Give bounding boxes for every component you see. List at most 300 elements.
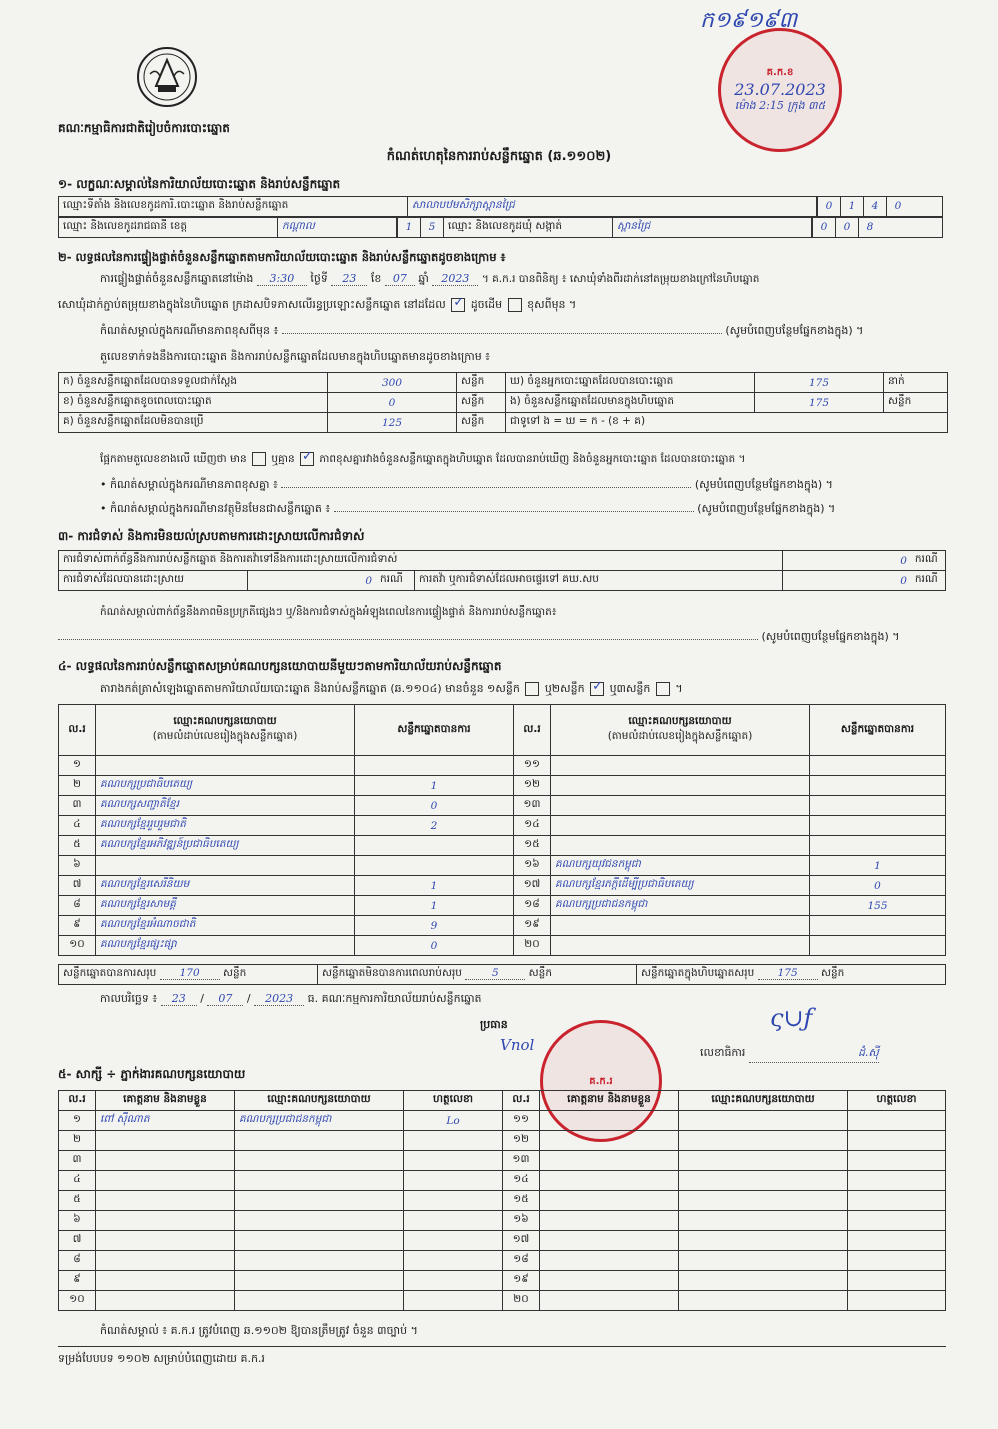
table-row: [59, 1291, 946, 1311]
s4-row-no-r: ១២: [514, 776, 551, 796]
s5-row-name-r: [540, 1131, 679, 1151]
s4-col-party-title: ឈ្មោះគណបក្សនយោបាយ: [173, 715, 277, 727]
s2-formula: ជាទូទៅ ង = ឃ = ក - (ខ + គ): [506, 413, 948, 433]
s4-col-party: [96, 705, 355, 756]
s4-row-votes: 0: [355, 796, 514, 816]
s5-row-name: [96, 1231, 235, 1251]
s5-row-sign-r: [848, 1291, 946, 1311]
table-row: [59, 796, 946, 816]
s2-count-e-unit: សន្លឹក: [884, 393, 948, 413]
s4-row-party: គណបក្សខ្មែរសាមគ្គី: [96, 896, 355, 916]
s1-row1-code: [817, 197, 943, 217]
table-row: [59, 936, 946, 956]
s4-row-party-r: [551, 916, 810, 936]
table-row: [59, 1271, 946, 1291]
section2-title: ២- លទ្ធផលនៃការផ្ទៀងផ្ទាត់ចំនួនសន្លឹកឆ្នោតតាមការិយាល័យបោះឆ្នោត និងរាប់សន្លឹកឆ្នោតដូចខាងក្រោម ៖: [58, 250, 506, 264]
s4-row-no: ៦: [59, 856, 96, 876]
s5-row-name-r: [540, 1191, 679, 1211]
s4-col-party-sub: (តាមលំដាប់លេខរៀងក្នុងសន្លឹកឆ្នោត): [152, 730, 298, 742]
s2-count-d-value: 175: [755, 373, 884, 393]
table-row: [59, 1251, 946, 1271]
s2-para2: សោឃុំដាក់ភ្ជាប់តម្រុយខាងក្នុងនៃហិបឆ្នោត ក្រដាសបិទភាសលើរន្ធប្រឡោះសន្លឹកឆ្នោត នៅដដែល ✓ ដូចដើម ខុសពីមុន ។: [58, 298, 576, 314]
s4-total-box-label: សន្លឹកឆ្នោតក្នុងហិបឆ្នោតសរុប: [641, 967, 755, 979]
s1-row2-value: កណ្ដាល: [278, 218, 397, 238]
table-row: [59, 876, 946, 896]
table-row: [59, 856, 946, 876]
s5-row-name-r: [540, 1211, 679, 1231]
stamp-note: ម៉ោង 2:15 ក្រុង ៣៥: [734, 99, 826, 112]
s2-opt-diff: ខុសពីមុន: [527, 298, 566, 311]
s1-province-digit: 5: [420, 218, 443, 237]
s4-row-votes-r: [810, 816, 946, 836]
s5-row-sign: [404, 1271, 503, 1291]
s4-chair-signature: Vnol: [500, 1036, 535, 1054]
s4-row-party: [96, 756, 355, 776]
table-row: [59, 916, 946, 936]
s2-bullet1: • កំណត់សម្គាល់ក្នុងករណីមានភាពខុសគ្នា ៖: [100, 478, 278, 491]
table-row: [59, 1151, 946, 1171]
s4-row-no-r: ១៣: [514, 796, 551, 816]
s1-commune-digit: 8: [858, 218, 881, 237]
s2-para1-c: ខែ: [370, 272, 382, 285]
s4-row-votes-r: [810, 836, 946, 856]
s4-row-votes-r: 0: [810, 876, 946, 896]
s4-date-y: 2023: [254, 992, 304, 1006]
s5-row-party: [235, 1131, 404, 1151]
s5-row-no-r: ១៨: [503, 1251, 540, 1271]
table-row: [59, 1131, 946, 1151]
s3-note-hint: (សូមបំពេញបន្ថែមផ្នែកខាងក្នុង) ។: [761, 630, 900, 643]
s5-row-no: ៣: [59, 1151, 96, 1171]
s4-row-no-r: ១៩: [514, 916, 551, 936]
s4-row-no: ៧: [59, 876, 96, 896]
s1-row1-value: សាលាបឋមសិក្សាស្ពានជ្រៃ: [408, 197, 817, 217]
s4-totals-table: [58, 964, 946, 985]
s5-row-no-r: ១៩: [503, 1271, 540, 1291]
s5-row-sign: [404, 1151, 503, 1171]
s5-row-party: [235, 1231, 404, 1251]
s4-sheet3-checkbox[interactable]: [656, 682, 670, 696]
s2-opt-same: ដូចដើម: [470, 298, 503, 311]
s4-row-party-r: គណបក្សប្រជាជនកម្ពុជា: [551, 896, 810, 916]
s1-commune-digit: 0: [812, 218, 835, 237]
s4-row-no: ២: [59, 776, 96, 796]
s4-total-invalid: 5: [465, 967, 525, 980]
s5-row-sign: [404, 1131, 503, 1151]
s5-row-no: ៦: [59, 1211, 96, 1231]
s2-count-a-label: ក) ចំនួនសន្លឹកឆ្នោតដែលបានទទួលជាក់ស្ដែង: [59, 373, 328, 393]
table-row: [59, 776, 946, 796]
s5-row-sign-r: [848, 1131, 946, 1151]
s5-row-no-r: ១៦: [503, 1211, 540, 1231]
s4-col-party-title-r: ឈ្មោះគណបក្សនយោបាយ: [628, 715, 732, 727]
s5-row-sign-r: [848, 1111, 946, 1131]
s2-count-d-label: ឃ) ចំនួនអ្នកបោះឆ្នោតដែលបានបោះឆ្នោត: [506, 373, 755, 393]
committee-name: គណៈកម្មាធិការជាតិរៀបចំការបោះឆ្នោត: [58, 121, 230, 135]
s3-row2-value: 0: [248, 571, 377, 591]
table-row: [59, 1171, 946, 1191]
s2-compare: [100, 452, 745, 468]
s4-row-party-r: [551, 936, 810, 956]
s5-row-party-r: [679, 1231, 848, 1251]
s4-col-no: ល.រ: [59, 705, 96, 756]
s5-row-sign: [404, 1171, 503, 1191]
s4-row-party: គណបក្សខ្មែរអភិវឌ្ឍន៍ប្រជាធិបតេយ្យ: [96, 836, 355, 856]
s4-date-suffix: ធ. គណៈកម្មការការិយាល័យរាប់សន្លឹកឆ្នោត: [307, 992, 482, 1005]
s5-row-party: [235, 1251, 404, 1271]
s4-row-party: គណបក្សខ្មែរផ្សះផ្សា: [96, 936, 355, 956]
s5-row-sign-r: [848, 1151, 946, 1171]
s5-row-name-r: [540, 1151, 679, 1171]
s4-row-no-r: ១៥: [514, 836, 551, 856]
s4-row-party: គណបក្សខ្មែរអំណាចជាតិ: [96, 916, 355, 936]
s3-row1-label: ការជំទាស់ពាក់ព័ន្ធនឹងការរាប់សន្លឹកឆ្នោត និងការតវ៉ាទៅនឹងការដោះស្រាយលើការជំទាស់: [59, 551, 783, 571]
s2-diff-checkbox[interactable]: [508, 298, 522, 312]
top-handwritten-code: ក១៩១៩៣: [700, 8, 798, 33]
s4-chair-label: ប្រធាន: [480, 1018, 508, 1031]
s4-row-no: ៤: [59, 816, 96, 836]
s5-col-party-r: ឈ្មោះគណបក្សនយោបាយ: [679, 1091, 848, 1111]
s2-year: 2023: [432, 272, 478, 286]
s5-row-party-r: [679, 1211, 848, 1231]
s4-results-table: [58, 704, 946, 956]
s4-row-votes: 0: [355, 936, 514, 956]
s4-row-votes-r: [810, 916, 946, 936]
s4-row-no: ១: [59, 756, 96, 776]
s5-row-sign-r: [848, 1171, 946, 1191]
s4-total-invalid-label: សន្លឹកឆ្នោតមិនបានការពេលរាប់សរុប: [322, 967, 462, 979]
table-row: [59, 1111, 946, 1131]
s5-row-party: [235, 1291, 404, 1311]
s5-row-name: [96, 1151, 235, 1171]
official-stamp-top: គ.ក.ខ 23.07.2023 ម៉ោង 2:15 ក្រុង ៣៥: [718, 28, 842, 152]
official-stamp-bottom: គ.ក.រ: [540, 1020, 662, 1142]
section3-table: [58, 550, 946, 591]
s5-row-name: [96, 1291, 235, 1311]
s4-row-votes: 2: [355, 816, 514, 836]
s5-row-party-r: [679, 1171, 848, 1191]
s4-row-votes: 1: [355, 896, 514, 916]
s4-secretary-name: ដំ.ស៊ី: [749, 1046, 879, 1063]
s5-col-name: គោត្តនាម និងនាមខ្លួន: [96, 1091, 235, 1111]
s4-row-no: ៥: [59, 836, 96, 856]
s5-row-party-r: [679, 1291, 848, 1311]
table-row: [59, 756, 946, 776]
s5-row-name-r: [540, 1111, 679, 1131]
s3-row2-unit-b: ករណី: [911, 571, 946, 591]
s4-secretary-label: លេខាធិការ: [700, 1046, 746, 1059]
s5-row-party-r: [679, 1111, 848, 1131]
s4-sheet1-checkbox[interactable]: [525, 682, 539, 696]
s4-row-no: ៩: [59, 916, 96, 936]
s4-opt3: ឬ៣សន្លឹក: [609, 682, 651, 695]
s4-row-votes-r: [810, 776, 946, 796]
s4-row-party-r: [551, 776, 810, 796]
s1-code-digit: 4: [863, 197, 886, 216]
s5-row-no: ១០: [59, 1291, 96, 1311]
s2-count-c-label: គ) ចំនួនសន្លឹកឆ្នោតដែលមិនបានប្រើ: [59, 413, 328, 433]
s3-row2-unit: ករណី: [376, 571, 415, 591]
footer-text: ទម្រង់បែបបទ ១១០២ សម្រាប់បំពេញដោយ គ.ក.រ: [58, 1352, 265, 1365]
s4-sheet2-checkbox[interactable]: [590, 682, 604, 696]
s4-row-votes-r: [810, 796, 946, 816]
table-row: [59, 1231, 946, 1251]
s1-row2-label-b: ឈ្មោះ និងលេខកូដឃុំ សង្កាត់: [444, 218, 613, 238]
s4-col-no-r: ល.រ: [514, 705, 551, 756]
s5-row-sign-r: [848, 1191, 946, 1211]
s3-row2-label: ការជំទាស់ដែលបានដោះស្រាយ: [59, 571, 248, 591]
table-row: [59, 1211, 946, 1231]
s2-note-line: [100, 324, 945, 340]
s2-count-b-unit: សន្លឹក: [457, 393, 506, 413]
s1-code-digit: 0: [817, 197, 840, 216]
s5-row-party: គណបក្សប្រជាជនកម្ពុជា: [235, 1111, 404, 1131]
s4-date-label: កាលបរិច្ឆេទ ៖: [100, 992, 158, 1005]
section5-title: ៥- សាក្សី ÷ ភ្នាក់ងារគណបក្សនយោបាយ: [58, 1067, 246, 1081]
s2-bullet2-fill[interactable]: [334, 511, 694, 512]
s5-row-no-r: ១២: [503, 1131, 540, 1151]
section4-title: ៤- លទ្ធផលនៃការរាប់សន្លឹកឆ្នោតសម្រាប់គណបក្សនយោបាយនីមួយៗតាមការិយាល័យរាប់សន្លឹកឆ្នោត: [58, 659, 502, 673]
s1-row2-code: [397, 218, 444, 238]
s5-witness-table: [58, 1090, 946, 1311]
s5-row-no: ៨: [59, 1251, 96, 1271]
s4-date-line: កាលបរិច្ឆេទ ៖ 23 / 07 / 2023 ធ. គណៈកម្មការការិយាល័យរាប់សន្លឹកឆ្នោត: [100, 992, 482, 1005]
s2-bullet2-hint: (សូមបំពេញបន្ថែមផ្នែកខាងក្នុង) ។: [697, 502, 836, 515]
s5-row-name: [96, 1191, 235, 1211]
s2-diff-yes-checkbox[interactable]: [252, 452, 266, 466]
s5-col-sign-r: ហត្ថលេខា: [848, 1091, 946, 1111]
s4-row-party: គណបក្សប្រជាធិបតេយ្យ: [96, 776, 355, 796]
s4-row-votes: [355, 756, 514, 776]
s4-total-valid-unit: សន្លឹក: [223, 967, 247, 979]
s2-diff-no-checkbox[interactable]: [300, 452, 314, 466]
s5-row-party-r: [679, 1191, 848, 1211]
table-row: [59, 896, 946, 916]
s4-row-party: គណបក្សខ្មែររួបរួមជាតិ: [96, 816, 355, 836]
s4-secretary-signature: ς∪ƒ: [770, 1004, 813, 1032]
s2-count-e-value: 175: [755, 393, 884, 413]
s5-row-sign: [404, 1231, 503, 1251]
s5-col-party: ឈ្មោះគណបក្សនយោបាយ: [235, 1091, 404, 1111]
s1-row2-label: ឈ្មោះ និងលេខកូដរាជធានី ខេត្ត: [59, 218, 278, 238]
s5-row-sign-r: [848, 1251, 946, 1271]
s5-col-sign: ហត្ថលេខា: [404, 1091, 503, 1111]
s5-row-name: [96, 1171, 235, 1191]
s2-count-c-unit: សន្លឹក: [457, 413, 506, 433]
s2-bullet2: • កំណត់សម្គាល់ក្នុងករណីមានវត្ថុមិនមែនជាសន្លឹកឆ្នោត ៖: [100, 502, 331, 515]
s4-total-box-unit: សន្លឹក: [821, 967, 845, 979]
s5-row-sign: [404, 1211, 503, 1231]
s2-count-a-unit: សន្លឹក: [457, 373, 506, 393]
s5-row-sign: Lo: [404, 1111, 503, 1131]
s5-row-no: ៩: [59, 1271, 96, 1291]
s2-count-table: [58, 372, 948, 433]
s2-day: 23: [331, 272, 367, 286]
s2-count-b-label: ខ) ចំនួនសន្លឹកឆ្នោតខូចពេលបោះឆ្នោត: [59, 393, 328, 413]
s2-para1-a: ការផ្ទៀងផ្ទាត់ចំនួនសន្លឹកឆ្នោតនៅម៉ោង: [100, 272, 254, 285]
table-row: [59, 836, 946, 856]
s2-para1-b: ថ្ងៃទី: [310, 272, 328, 285]
s4-row-party-r: [551, 836, 810, 856]
s5-row-party: [235, 1271, 404, 1291]
s3-row1-value: 0: [782, 551, 911, 571]
s4-row-party-r: គណបក្សខ្មែរភក្ដីដើម្បីប្រជាធិបតេយ្យ: [551, 876, 810, 896]
section1-table: [58, 196, 943, 217]
footer-divider: [58, 1346, 946, 1347]
s5-row-sign: [404, 1291, 503, 1311]
s4-row-party-r: គណបក្សយុវជនកម្ពុជា: [551, 856, 810, 876]
s2-count-a-value: 300: [328, 373, 457, 393]
s4-row-no: ៨: [59, 896, 96, 916]
s5-row-party: [235, 1171, 404, 1191]
s3-note-line: [58, 630, 948, 646]
s4-row-votes: 1: [355, 776, 514, 796]
s5-row-no-r: ១៣: [503, 1151, 540, 1171]
s2-compare-b: ភាពខុសគ្នារវាងចំនួនសន្លឹកឆ្នោតក្នុងហិបឆ្នោត ដែលបានរាប់ឃើញ និងចំនួនអ្នកបោះឆ្នោត ដែលបានបោះឆ្នោត ។: [319, 453, 746, 465]
table-row: [59, 816, 946, 836]
section1-title: ១- លក្ខណៈសម្គាល់នៃការិយាល័យបោះឆ្នោត និងរាប់សន្លឹកឆ្នោត: [58, 177, 341, 191]
s2-note-fill[interactable]: [282, 333, 722, 334]
s5-row-name-r: [540, 1171, 679, 1191]
s5-row-party: [235, 1211, 404, 1231]
s4-row-no-r: ២០: [514, 936, 551, 956]
s4-row-votes-r: 1: [810, 856, 946, 876]
s2-bullet1-hint: (សូមបំពេញបន្ថែមផ្នែកខាងក្នុង) ។: [694, 478, 833, 491]
s4-total-valid: 170: [160, 967, 220, 980]
s1-code-digit: 1: [840, 197, 863, 216]
s2-count-c-value: 125: [328, 413, 457, 433]
s4-totals-box: [637, 965, 946, 985]
s3-row2-label-b: ការតវ៉ា ឬការជំទាស់ដែលអាចផ្ទេរទៅ គឃ.សប: [415, 571, 783, 591]
s2-bullet1-fill[interactable]: [281, 487, 691, 488]
s2-bullet2-line: [100, 502, 945, 518]
s4-row-votes-r: [810, 936, 946, 956]
s4-date-d: 23: [161, 992, 197, 1006]
s5-row-no: ១: [59, 1111, 96, 1131]
s5-note: កំណត់សម្គាល់ ៖ គ.ក.រ ត្រូវបំពេញ ឆ.១១០២ ឱ្យបានត្រឹមត្រូវ ចំនួន ៣ច្បាប់ ។: [100, 1324, 418, 1337]
s4-row-no-r: ១១: [514, 756, 551, 776]
s5-row-no-r: ២០: [503, 1291, 540, 1311]
stamp-date: 23.07.2023: [734, 80, 826, 99]
s5-row-name: [96, 1251, 235, 1271]
s5-row-no: ៧: [59, 1231, 96, 1251]
s4-intro-text: តារាងកត់ត្រាសំឡេងឆ្នោតតាមការិយាល័យបោះឆ្នោត និងរាប់សន្លឹកឆ្នោត (ឆ.១១០៤) មានចំនួន ១សន្លឹក: [100, 682, 520, 695]
s4-row-party-r: [551, 816, 810, 836]
s1-row2-value-b: ស្ពានជ្រៃ: [613, 218, 812, 238]
s4-row-party: គណបក្សខ្មែរសេរីនិយម: [96, 876, 355, 896]
s4-intro: តារាងកត់ត្រាសំឡេងឆ្នោតតាមការិយាល័យបោះឆ្នោត និងរាប់សន្លឹកឆ្នោត (ឆ.១១០៤) មានចំនួន ១សន្លឹក ឬ២សន្លឹក ✓ ឬ៣សន្លឹក ។: [100, 682, 683, 698]
s5-col-no: ល.រ: [59, 1091, 96, 1111]
s2-compare-opt: ឬគ្មាន: [271, 453, 295, 465]
s4-row-party: [96, 856, 355, 876]
s4-row-no-r: ១៧: [514, 876, 551, 896]
s5-row-no-r: ១៤: [503, 1171, 540, 1191]
nec-emblem: [136, 46, 198, 108]
s3-row1-unit: ករណី: [911, 551, 946, 571]
s4-row-votes: [355, 856, 514, 876]
section1-table-row2: [58, 217, 943, 238]
s4-row-no-r: ១៨: [514, 896, 551, 916]
s3-note-fill[interactable]: [58, 639, 758, 640]
s5-row-sign: [404, 1251, 503, 1271]
s5-col-name-r: គោត្តនាម និងនាមខ្លួន: [540, 1091, 679, 1111]
s5-row-no: ៥: [59, 1191, 96, 1211]
s5-row-sign-r: [848, 1231, 946, 1251]
s5-row-party-r: [679, 1271, 848, 1291]
s1-commune-digit: 0: [835, 218, 858, 237]
s4-totals-invalid: [318, 965, 637, 985]
s2-same-checkbox[interactable]: [451, 298, 465, 312]
s2-para1-e: ។ គ.ក.រ បានពិនិត្យ ៖ សោឃុំទាំងពីរដាក់នៅតម្រុយខាងក្រៅនៃហិបឆ្នោត: [481, 273, 760, 285]
s1-row2-code-b: [812, 218, 943, 238]
s5-row-no: ២: [59, 1131, 96, 1151]
s4-col-party-sub-r: (តាមលំដាប់លេខរៀងក្នុងសន្លឹកឆ្នោត): [607, 730, 753, 742]
s4-total-invalid-unit: សន្លឹក: [528, 967, 552, 979]
s4-total-valid-label: សន្លឹកឆ្នោតបានការសរុប: [63, 967, 157, 979]
s5-row-name: [96, 1131, 235, 1151]
s1-code-digit: 0: [886, 197, 909, 216]
s4-row-no: ៣: [59, 796, 96, 816]
s5-row-party: [235, 1191, 404, 1211]
form-title: កំណត់ហេតុនៃការរាប់សន្លឹកឆ្នោត (ឆ.១១០២): [386, 149, 612, 164]
s5-row-name: [96, 1271, 235, 1291]
section3-title: ៣- ការជំទាស់ និងការមិនយល់ស្របតាមការដោះស្រាយលើការជំទាស់: [58, 529, 365, 543]
s2-note-hint: (សូមបំពេញបន្ថែមផ្នែកខាងក្នុង) ។: [725, 324, 864, 337]
s2-note-label: កំណត់សម្គាល់ក្នុងករណីមានភាពខុសពីមុន ៖: [100, 324, 279, 337]
s2-para1: [100, 272, 960, 288]
s1-province-digit: 1: [397, 218, 420, 237]
s2-intro-counts: តួលេខទាក់ទងនឹងការបោះឆ្នោត និងការរាប់សន្លឹកឆ្នោតដែលមានក្នុងហិបឆ្នោតមានដូចខាងក្រោម ៖: [100, 350, 491, 363]
s2-para2-text: សោឃុំដាក់ភ្ជាប់តម្រុយខាងក្នុងនៃហិបឆ្នោត ក្រដាសបិទភាសលើរន្ធប្រឡោះសន្លឹកឆ្នោត នៅដដែល: [58, 298, 446, 311]
s4-row-votes-r: 155: [810, 896, 946, 916]
s5-row-no-r: ១៥: [503, 1191, 540, 1211]
s4-row-no-r: ១៦: [514, 856, 551, 876]
s4-row-party-r: [551, 796, 810, 816]
s4-opt2: ឬ២សន្លឹក: [544, 682, 585, 695]
s5-row-party-r: [679, 1251, 848, 1271]
s5-row-sign-r: [848, 1271, 946, 1291]
s5-row-no-r: ១១: [503, 1111, 540, 1131]
s2-month: 07: [385, 272, 415, 286]
s2-time: 3:30: [257, 272, 307, 286]
s4-secretary-line: [700, 1046, 879, 1063]
s5-row-sign-r: [848, 1211, 946, 1231]
s4-row-votes-r: [810, 756, 946, 776]
s3-note: កំណត់សម្គាល់ពាក់ព័ន្ធនឹងភាពមិនប្រក្រតីផ្សេងៗ ឬ/និងការជំទាស់ក្នុងអំឡុងពេលនៃការផ្ទៀងផ្ទាត់ និងការរាប់សន្លឹកឆ្នោត៖: [100, 606, 557, 618]
s4-date-m: 07: [207, 992, 243, 1006]
s5-col-no-r: ល.រ: [503, 1091, 540, 1111]
s4-row-votes: 1: [355, 876, 514, 896]
s3-row2-value-b: 0: [782, 571, 911, 591]
s2-count-d-unit: នាក់: [884, 373, 948, 393]
s5-row-name-r: [540, 1251, 679, 1271]
s4-row-no-r: ១៤: [514, 816, 551, 836]
s2-para1-d: ឆ្នាំ: [418, 272, 429, 285]
s4-row-votes: 9: [355, 916, 514, 936]
s2-bullet1-line: [100, 478, 945, 494]
s5-row-sign: [404, 1191, 503, 1211]
s1-row1-label: ឈ្មោះទីតាំង និងលេខកូដការិ.បោះឆ្នោត និងរាប់សន្លឹកឆ្នោត: [59, 197, 408, 217]
s5-row-name-r: [540, 1291, 679, 1311]
s4-col-votes: សន្លឹកឆ្នោតបានការ: [355, 705, 514, 756]
s5-row-no: ៤: [59, 1171, 96, 1191]
s4-totals-valid: [59, 965, 318, 985]
s4-col-votes-r: សន្លឹកឆ្នោតបានការ: [810, 705, 946, 756]
s5-row-no-r: ១៧: [503, 1231, 540, 1251]
s2-count-b-value: 0: [328, 393, 457, 413]
s5-row-party-r: [679, 1131, 848, 1151]
s2-count-e-label: ង) ចំនួនសន្លឹកឆ្នោតដែលមានក្នុងហិបឆ្នោត: [506, 393, 755, 413]
